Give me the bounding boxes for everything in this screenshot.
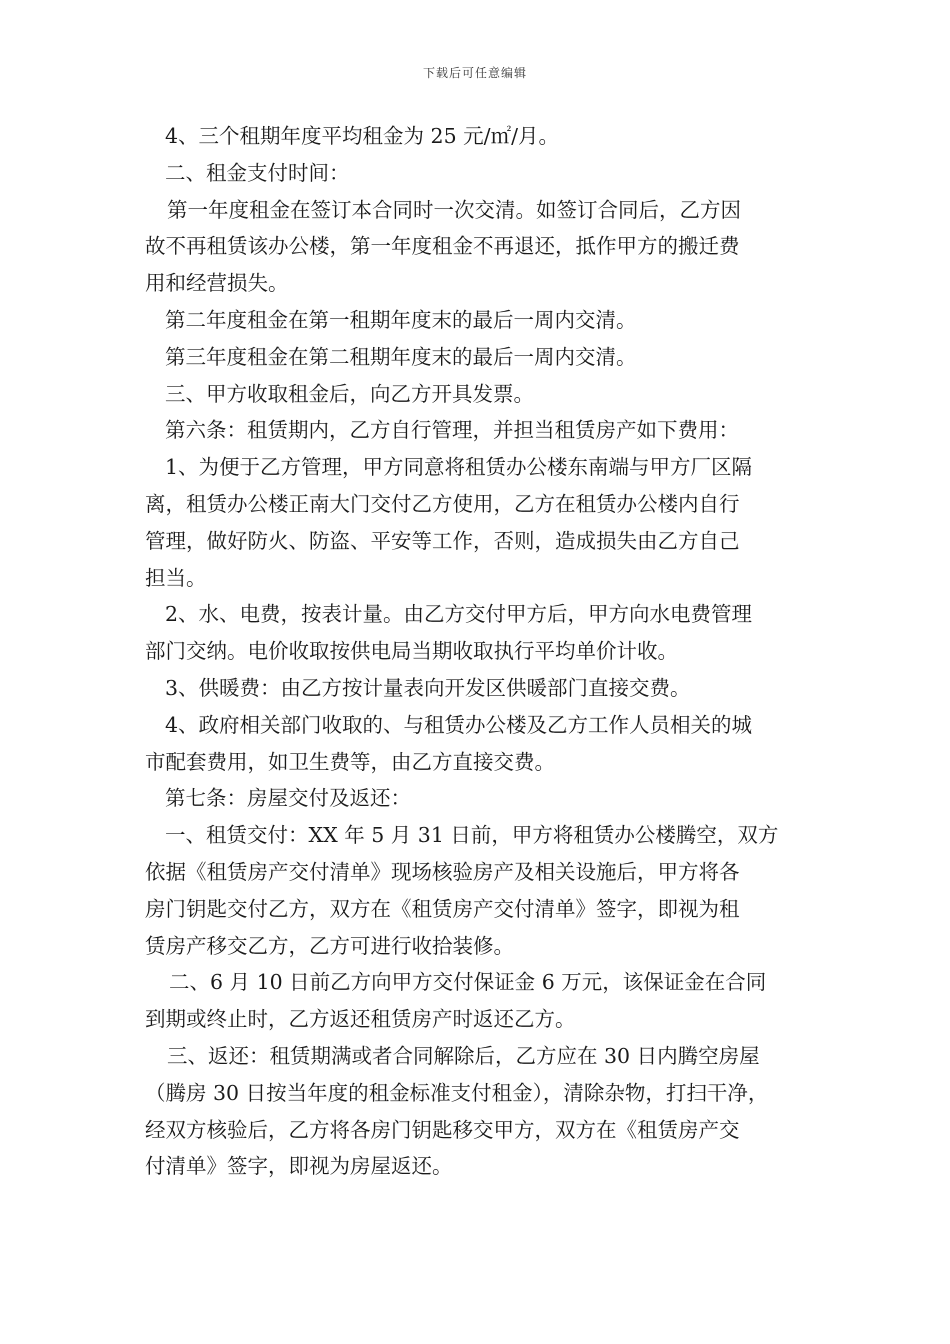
document-line: 第三年度租金在第二租期年度末的最后一周内交清。 — [165, 344, 637, 369]
document-line: （腾房 30 日按当年度的租金标准支付租金），清除杂物，打扫干净， — [145, 1080, 769, 1105]
document-line: 管理，做好防火、防盗、平安等工作，否则，造成损失由乙方自己 — [145, 528, 740, 553]
document-line: 第一年度租金在签订本合同时一次交清。如签订合同后，乙方因 — [167, 197, 741, 222]
document-line: 3、供暖费：由乙方按计量表向开发区供暖部门直接交费。 — [165, 675, 691, 700]
document-line: 2、水、电费，按表计量。由乙方交付甲方后，甲方向水电费管理 — [165, 602, 753, 627]
document-line: 三、返还：租赁期满或者合同解除后，乙方应在 30 日内腾空房屋 — [167, 1043, 760, 1068]
document-line: 市配套费用，如卫生费等，由乙方直接交费。 — [145, 749, 555, 774]
document-line: 经双方核验后，乙方将各房门钥匙移交甲方，双方在《租赁房产交 — [145, 1117, 740, 1142]
document-line: 房门钥匙交付乙方，双方在《租赁房产交付清单》签字，即视为租 — [145, 896, 740, 921]
document-line: 1、为便于乙方管理，甲方同意将租赁办公楼东南端与甲方厂区隔 — [165, 455, 753, 480]
document-line: 担当。 — [145, 565, 207, 590]
document-line: 第七条：房屋交付及返还： — [165, 786, 411, 811]
document-line: 4、政府相关部门收取的、与租赁办公楼及乙方工作人员相关的城 — [165, 712, 753, 737]
document-body — [145, 118, 813, 1185]
document-line: 用和经营损失。 — [145, 271, 289, 296]
document-line: 离，租赁办公楼正南大门交付乙方使用，乙方在租赁办公楼内自行 — [145, 491, 740, 516]
document-line: 三、甲方收取租金后，向乙方开具发票。 — [165, 381, 534, 406]
document-line: 赁房产移交乙方，乙方可进行收拾装修。 — [145, 933, 514, 958]
document-line: 故不再租赁该办公楼，第一年度租金不再退还，抵作甲方的搬迁费 — [145, 234, 740, 259]
document-line: 二、6 月 10 日前乙方向甲方交付保证金 6 万元，该保证金在合同 — [169, 970, 767, 995]
document-line: 4、三个租期年度平均租金为 25 元/㎡/月。 — [165, 124, 559, 148]
document-line: 第六条：租赁期内，乙方自行管理，并担当租赁房产如下费用： — [165, 418, 739, 443]
document-line: 部门交纳。电价收取按供电局当期收取执行平均单价计收。 — [145, 639, 678, 664]
document-line: 到期或终止时，乙方返还租赁房产时返还乙方。 — [145, 1007, 576, 1032]
document-line: 付清单》签字，即视为房屋返还。 — [145, 1154, 453, 1179]
document-line: 一、租赁交付：XX 年 5 月 31 日前，甲方将租赁办公楼腾空，双方 — [165, 823, 779, 848]
document-line: 二、租金支付时间： — [165, 160, 350, 185]
page-header: 下载后可任意编辑 — [422, 66, 527, 80]
document-line: 第二年度租金在第一租期年度末的最后一周内交清。 — [165, 307, 637, 332]
document-line: 依据《租赁房产交付清单》现场核验房产及相关设施后，甲方将各 — [145, 859, 740, 884]
